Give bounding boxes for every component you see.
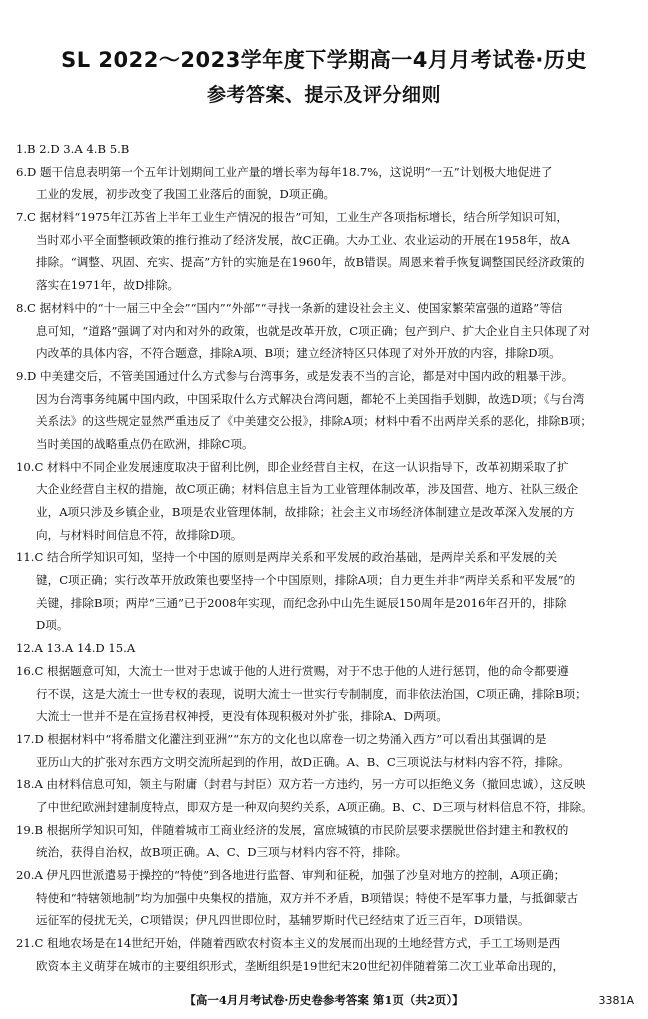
answer-line: 7.C 据材料“1975年江苏省上半年工业生产情况的报告”可知，工业生产各项指标增长，结合所学知识可知，: [16, 210, 568, 225]
page-footer: 【高一4月月考试卷·历史卷参考答案 第1页（共2页）】: [184, 993, 464, 1007]
answer-line: 17.D 根据材料中“将希腊文化灌注到亚洲”“东方的文化也以席卷一切之势涌入西方”可以看出其强调的是: [16, 731, 547, 746]
answer-line: 关系法》的这些规定显然严重违反了《中美建交公报》，排除A项；材料中看不出两岸关系的恶化，排除B项；: [36, 414, 593, 429]
document-subtitle: 参考答案、提示及评分细则: [206, 84, 441, 106]
answer-line: 远征军的侵扰无关，C项错误；伊凡四世即位时，基辅罗斯时代已经结束了近三百年，D项错误。: [36, 913, 530, 928]
answer-line: 6.D 题干信息表明第一个五年计划期间工业产量的增长率为每年18.7%，这说明“一五”计划极大地促进了: [16, 164, 553, 179]
answer-line: 18.A 由材料信息可知，领主与附庸（封君与封臣）双方若一方违约，另一方可以拒绝义务（撤回忠诚），这反映: [16, 777, 586, 792]
answer-line: 20.A 伊凡四世派遣易于操控的“特使”到各地进行监督、审判和征税，加强了沙皇对地方的控制，A项正确；: [16, 868, 566, 882]
answer-line: 9.D 中美建交后，不管美国通过什么方式参与台湾事务，或是发表不当的言论，都是对中国内政的粗暴干涉。: [16, 368, 574, 383]
answer-line: 行不误，这是大流士一世专权的表现，说明大流士一世实行专制制度，而非依法治国，C项正确，排除B项；: [36, 686, 587, 701]
answer-line: 特使和“特辖领地制”均为加强中央集权的措施，双方并不矛盾，B项错误；特使不是军事力量，与抵御蒙古: [36, 890, 579, 905]
answer-line: 12.A 13.A 14.D 15.A: [16, 641, 136, 656]
answer-line: 工业的发展，初步改变了我国工业落后的面貌，D项正确。: [36, 187, 336, 202]
answer-line: 内改革的具体内容，不符合题意，排除A项、B项；建立经济特区只体现了对外开放的内容，排除D项。: [36, 346, 561, 361]
answer-line: 统治，获得自治权，故B项正确。A、C、D三项与材料内容不符，排除。: [36, 845, 408, 860]
answer-line: 落实在1971年，故D排除。: [36, 278, 180, 293]
answer-line: 大企业经营自主权的措施，故C项正确；材料信息主旨为工业管理体制改革，涉及国营、地方、社队三级企: [36, 482, 579, 497]
answer-line: 21.C 租地农场是在14世纪开始，伴随着西欧农村资本主义的发展而出现的土地经营方式，手工工场则是西: [16, 936, 561, 951]
answer-line: 键，C项正确；实行改革开放政策也要坚持一个中国原则，排除A项；自力更生并非“两岸关系和平发展”的: [36, 573, 576, 588]
answer-line: 亚历山大的扩张对东西方文明交流所起到的作用，故D正确。A、B、C三项说法与材料内容不符，排除。: [36, 754, 570, 769]
answer-line: 排除。“调整、巩固、充实、提高”方针的实施是在1960年，故B错误。周恩来着手恢复调整国民经济政策的: [36, 255, 585, 270]
answer-line: 1.B 2.D 3.A 4.B 5.B: [16, 142, 130, 156]
answer-line: 当时邓小平全面整顿政策的推行推动了经济发展，故C正确。大办工业、农业运动的开展在1958年，故A: [36, 232, 570, 247]
answer-line: 因为台湾事务纯属中国内政，中国采取什么方式解决台湾问题，都轮不上美国指手划脚，故选D项；《与台湾: [36, 391, 585, 406]
answer-line: 19.B 根据所学知识可知，伴随着城市工商业经济的发展，富庶城镇的市民阶层要求摆脱世俗封建主和教权的: [16, 822, 569, 837]
answer-body: [16, 138, 632, 977]
answer-line: 息可知，“道路”强调了对内和对外的政策，也就是改革开放，C项正确；包产到户、扩大企业自主只体现了对: [36, 323, 591, 338]
answer-line: 16.C 根据题意可知，大流士一世对于忠诚于他的人进行赏赐，对于不忠于他的人进行惩罚，他的命令都要遵: [16, 663, 569, 678]
answer-line: 业，A项只涉及乡镇企业，B项是农业管理体制，故排除；社会主义市场经济体制建立是改革深入发展的方: [36, 505, 575, 519]
document-title: SL 2022～2023学年度下学期高一4月月考试卷·历史: [61, 48, 587, 72]
answer-line: 当时美国的战略重点仍在欧洲，排除C项。: [36, 436, 254, 451]
answer-line: 10.C 材料中不同企业发展速度取决于留利比例，即企业经营自主权，在这一认识指导下，改革初期采取了扩: [16, 459, 569, 474]
answer-line: D项。: [36, 618, 69, 633]
answer-line: 欧资本主义萌芽在城市的主要组织形式，垄断组织是19世纪末20世纪初伴随着第二次工业革命出现的，: [36, 958, 565, 973]
answer-line: 了中世纪欧洲封建制度特点，即双方是一种双向契约关系，A项正确。B、C、D三项与材料信息不符，排除。: [36, 799, 593, 814]
answer-line: 向，与材料时间信息不符，故排除D项。: [36, 527, 243, 542]
answer-line: 8.C 据材料中的“十一届三中全会”“国内”“外部”“寻找一条新的建设社会主义、使国家繁荣富强的道路”等信: [16, 300, 563, 315]
document-code: 3381A: [598, 994, 634, 1007]
answer-line: 关键，排除B项；两岸“三通”已于2008年实现，而纪念孙中山先生诞辰150周年是2016年召开的，排除: [36, 595, 567, 610]
answer-line: 11.C 结合所学知识可知，坚持一个中国的原则是两岸关系和平发展的政治基础，是两岸关系和平发展的关: [16, 550, 558, 565]
answer-line: 大流士一世并不是在宣扬君权神授，更没有体现积极对外扩张，排除A、D两项。: [36, 709, 448, 724]
